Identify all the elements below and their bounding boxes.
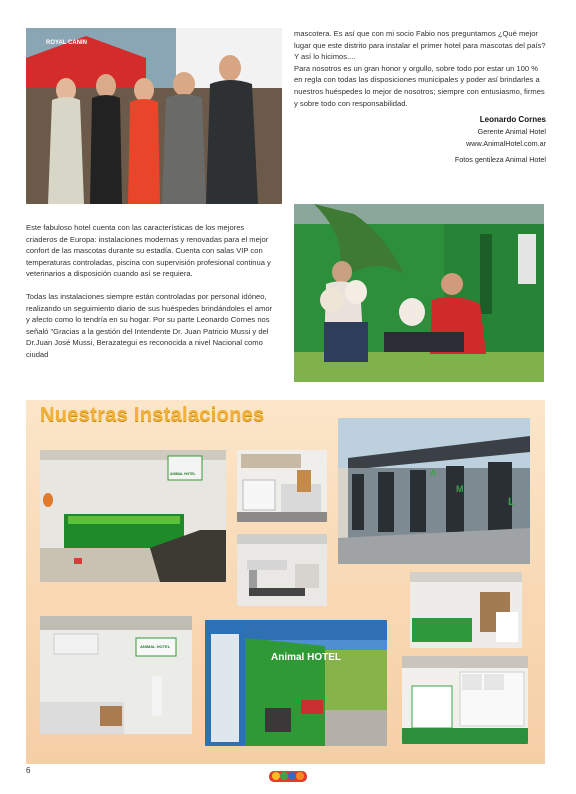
vip-room-photo — [402, 656, 528, 744]
pool-room-sign: ANIMAL HOTEL — [170, 472, 196, 476]
kennel-letter-l: L — [508, 496, 515, 508]
pool-room-photo — [40, 450, 226, 582]
treadmill-photo — [237, 534, 327, 606]
group-photo — [26, 28, 282, 204]
signature-role: Gerente Animal Hotel — [477, 127, 546, 137]
tent-banner-text: ROYAL CANIN — [46, 40, 88, 46]
kennel-letter-a: A — [430, 468, 437, 478]
right-paragraph-2: Para nosotros es un gran honor y orgullo, sobre todo por estar un 100 % en regla con todas las disposiciones municipales y poder así brindarles a nuestros huéspedes lo mejor de nosotros; siempre con entusiasmo, firmes y sobre todo con responsabilidad. — [294, 63, 545, 108]
page-number: 6 — [26, 766, 31, 775]
photo-credit: Fotos gentileza Animal Hotel — [454, 155, 546, 165]
building-front-photo — [205, 620, 387, 746]
signature-website: www.AnimalHotel.com.ar — [466, 139, 546, 149]
left-column-text — [26, 222, 274, 361]
kennels-exterior-photo — [338, 418, 530, 564]
owners-with-dogs-photo — [294, 204, 544, 382]
right-column-text — [294, 28, 546, 166]
section-title: Nuestras Instalaciones — [40, 404, 265, 426]
indoor-room-photo — [410, 572, 522, 648]
grooming-room-sign: ANIMAL HOTEL — [140, 644, 171, 649]
signature-name: Leonardo Cornes — [479, 115, 546, 125]
kennel-letter-m: M — [456, 484, 464, 494]
signature-block — [294, 114, 546, 166]
magazine-logo — [268, 768, 308, 784]
reception-photo — [237, 450, 327, 522]
left-paragraph-2: Todas las instalaciones siempre están controladas por personal idóneo, realizando un seguimiento diario de sus huéspedes brindándoles el amor y afecto como lo tendría en su hogar. Por su parte Leonardo Cornes nos señaló "Gracias a la gestión del Intendente Dr. Juan Patricio Mussi y del Dr.Juan José Mussi, Berazategui es reconocida a nivel Nacional como ciudad — [26, 291, 273, 359]
right-paragraph-1: mascotera. Es así que con mi socio Fabio nos preguntamos ¿Qué mejor lugar que este distrito para instalar el primer hotel para mascotas del país? Y así lo hicimos.... — [294, 29, 546, 62]
left-paragraph-1: Este fabuloso hotel cuenta con las características de los mejores criaderos de Europa: instalaciones modernas y renovadas para el mejor confort de las mascotas durante su estadía. Cuenta con salas VIP con temperaturas controladas, piscina con supervisión profesional continua y veterinarios a disposición cuando así se requiera. — [26, 223, 271, 279]
grooming-room-photo — [40, 616, 192, 734]
building-sign: Animal HOTEL — [271, 652, 342, 663]
